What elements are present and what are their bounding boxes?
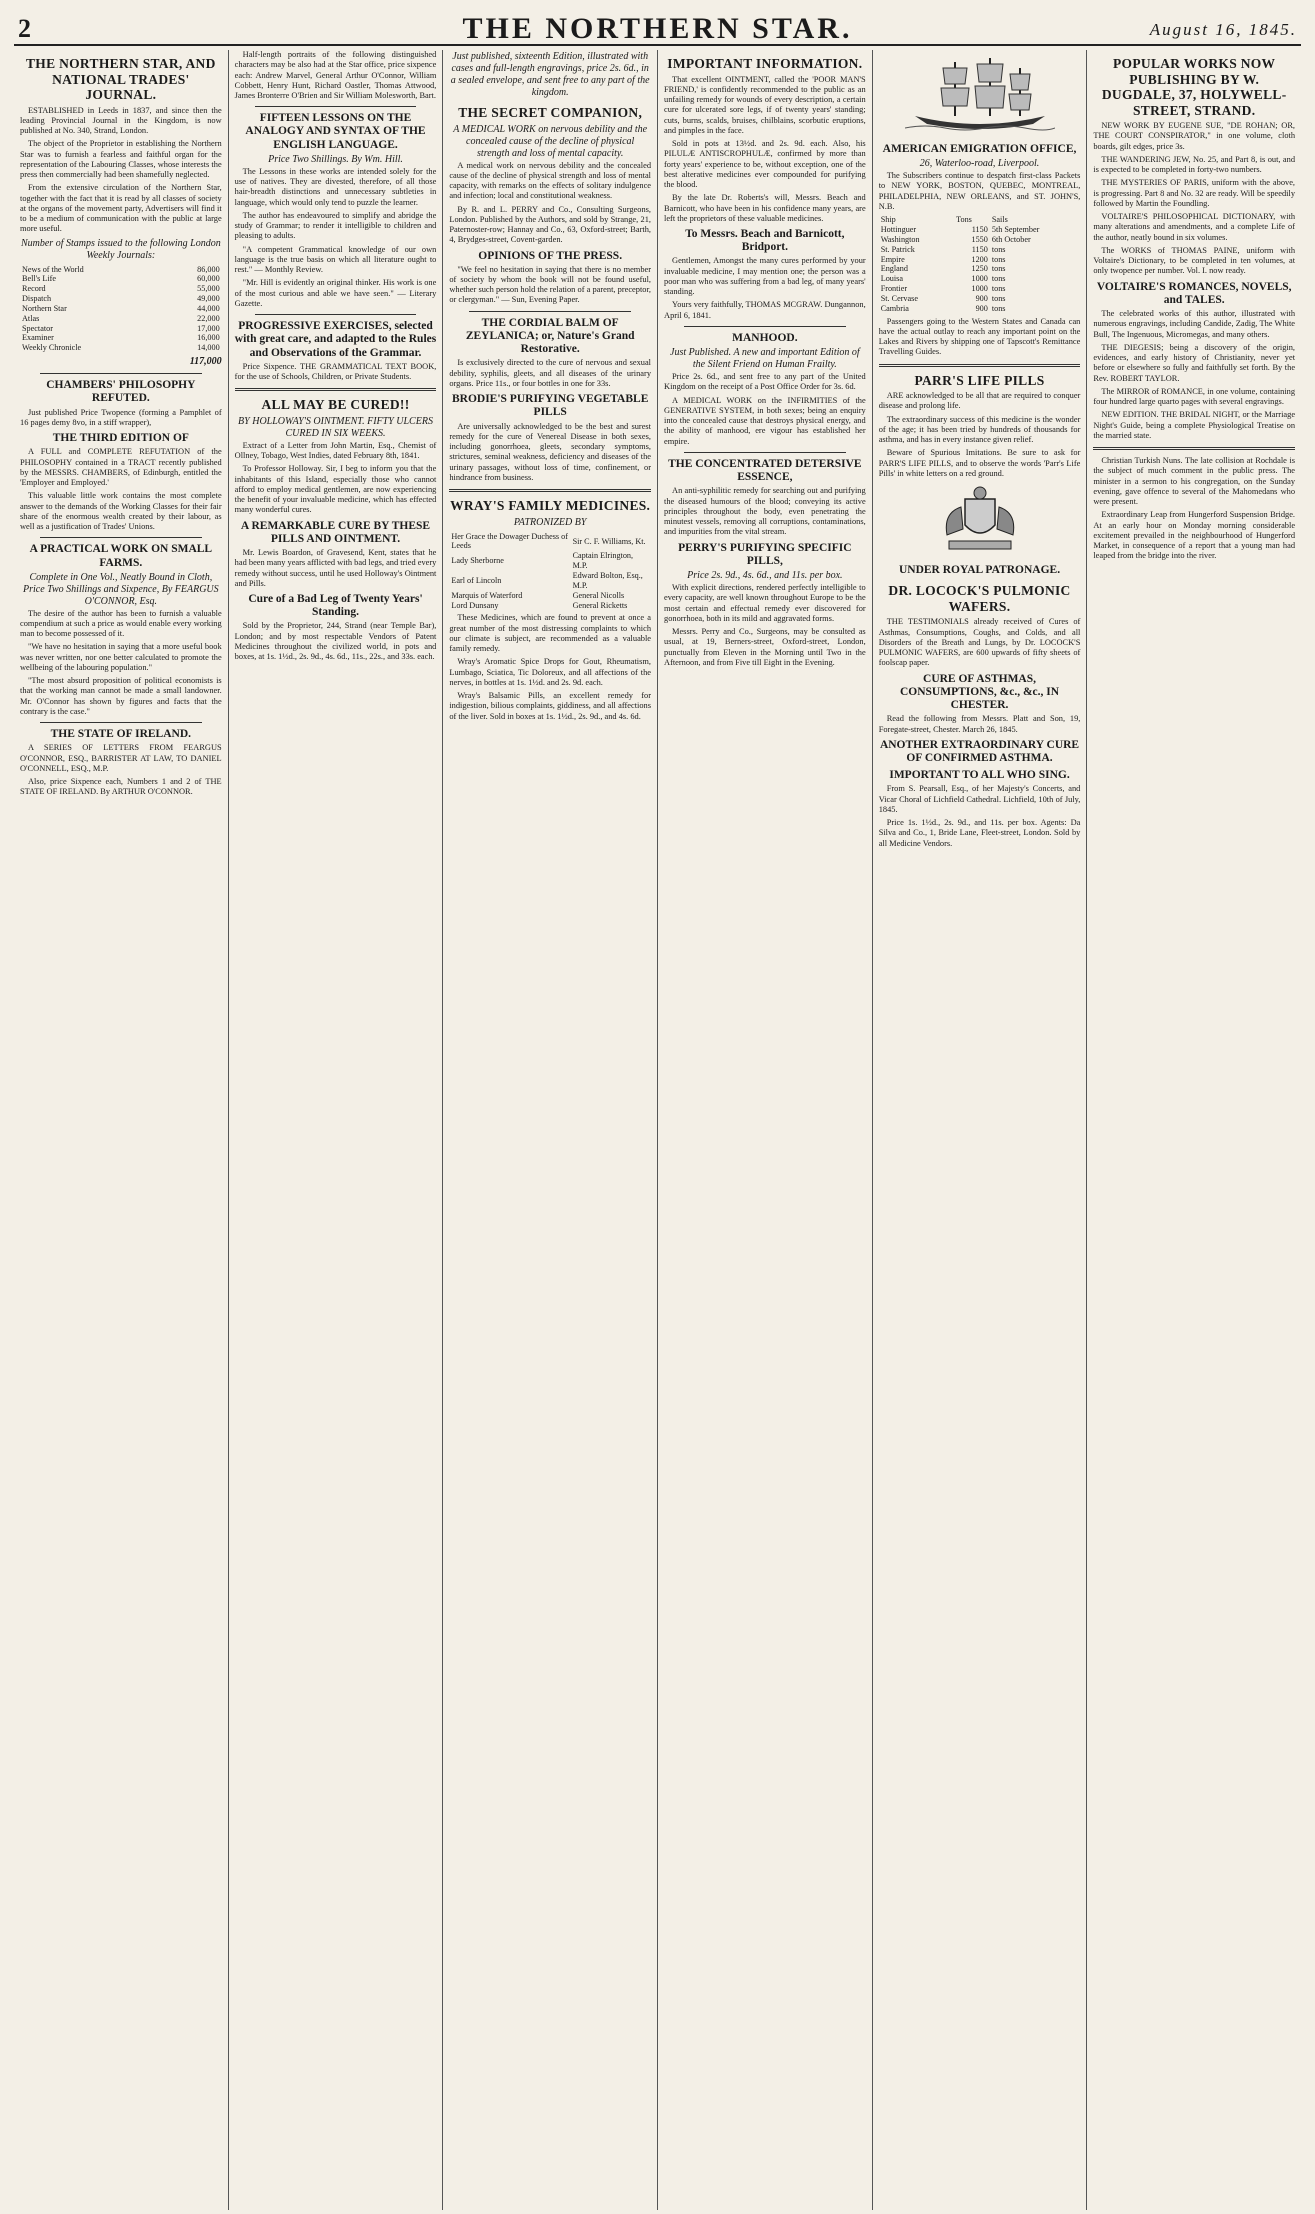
paragraph: A FULL and COMPLETE REFUTATION of the PHILOSOPHY contained in a TRACT recently published by the MESSRS. CHAMBERS, of Edinburgh, entitled the 'Employer and Employed.': [20, 447, 222, 488]
stamp-count: 14,000: [197, 343, 220, 353]
ship-tons: 900: [975, 303, 988, 313]
wray-heading: WRAY'S FAMILY MEDICINES.: [450, 498, 651, 514]
pulmonic-wafers-heading: DR. LOCOCK'S PULMONIC WAFERS.: [888, 583, 1071, 614]
paragraph: THE WANDERING JEW, No. 25, and Part 8, is out, and is expected to be completed in forty-two numbers.: [1093, 154, 1296, 175]
paragraph: Wray's Balsamic Pills, an excellent remedy for indigestion, bilious complaints, giddiness, and all affections of the liver. Sold in boxes at 1s. 1½d., 2s. 9d., and 4s. 6d.: [449, 691, 652, 721]
column-3: [443, 50, 658, 2210]
circulation-total: 117,000: [189, 356, 222, 368]
patron-name: Edward Bolton, Esq., M.P.: [572, 570, 643, 590]
ship-sails: tons: [991, 274, 1006, 284]
another-cure-heading: ANOTHER EXTRAORDINARY CURE OF CONFIRMED ASTHMA.: [879, 738, 1080, 765]
journal-name: Weekly Chronicle: [22, 343, 82, 353]
journal-name: Record: [22, 284, 46, 294]
page-number: 2: [18, 14, 31, 43]
journal-name: Atlas: [22, 313, 40, 323]
paragraph: By R. and L. PERRY and Co., Consulting Surgeons, London. Published by the Authors, and sold by Strange, 21, Paternoster-row; Hannay and Co., 63, Oxford-street; Barth, 4, Brydges-street, Covent-garden.: [449, 204, 652, 245]
paragraph: "We have no hesitation in saying that a more useful book was never written, nor one better calculated to promote the wellbeing of the labouring population.": [20, 642, 222, 672]
refuted-heading: CHAMBERS' PHILOSOPHY REFUTED.: [46, 379, 196, 405]
column-2: [229, 50, 444, 2210]
ship-sails: tons: [991, 284, 1006, 294]
paragraph: The extraordinary success of this medicine is the wonder of the age; it has been tried by hundreds of thousands for asthma, and has in every instance given relief.: [878, 414, 1081, 445]
patron-name: Sir C. F. Williams, Kt.: [572, 536, 646, 546]
paragraph: This valuable little work contains the most complete answer to the demands of the Working Classes for their fair share of the enormous wealth created by their labour, as well as a justification of Trades' Unions.: [20, 491, 222, 532]
remarkable-cure-heading: A REMARKABLE CURE BY THESE PILLS AND OINTMENT.: [240, 519, 431, 545]
ship-name: Louisa: [880, 274, 903, 284]
circulation-title: Number of Stamps issued to the following London Weekly Journals:: [20, 237, 221, 261]
paragraph: "Mr. Hill is evidently an original thinker. His work is one of the most curious and able we have seen." — Literary Gazette.: [234, 278, 437, 308]
perrys-pills-heading: PERRY'S PURIFYING SPECIFIC PILLS,: [678, 541, 852, 567]
paragraph: Price Sixpence. THE GRAMMATICAL TEXT BOOK, for the use of Schools, Children, or Private Students.: [234, 361, 437, 382]
ship-sails: 5th September: [991, 225, 1040, 235]
paragraph: The celebrated works of this author, illustrated with numerous engravings, including Candide, Zadig, The White Bull, The Ingenuous, Micromegas, and many others.: [1093, 309, 1296, 339]
lessons-sub: Price Two Shillings. By Wm. Hill.: [268, 153, 403, 165]
paragraph: Messrs. Perry and Co., Surgeons, may be consulted as usual, at 19, Berners-street, Oxford-street, London, punctually from Eleven in the Morning until Two in the Afternoon, and from Five till Eight in the Evening.: [664, 627, 866, 667]
ship-name: Washington: [880, 234, 920, 244]
paragraph: Mr. Lewis Boardon, of Gravesend, Kent, states that he had been many years afflicted with bad legs, and tried every remedy without success, until he used Holloway's Ointment and Pills.: [234, 548, 437, 588]
patron-name: General Ricketts: [572, 600, 628, 610]
paragraph: From the extensive circulation of the Northern Star, together with the fact that it is read by all classes of society at the organs of the movement party, Advertisers will find it to be a medium of communication with the public at large more useful.: [20, 183, 222, 234]
table-row: [879, 294, 1081, 304]
column-1: [14, 50, 229, 2210]
ship-sails: tons: [991, 244, 1006, 254]
table-row: [20, 294, 222, 304]
journal-name: Examiner: [22, 333, 54, 343]
paragraph: Are universally acknowledged to be the best and surest remedy for the cure of Venereal Disease in both sexes, including gonorrhoea, gleets, secondary symptoms, strictures, seminal weakness, deficiency and diseases of the urinary passages, without loss of time, confinement, or hindrance from business.: [449, 421, 652, 482]
paragraph: An anti-syphilitic remedy for searching out and purifying the diseased humours of the blood; conveying its active principles throughout the body, even penetrating the minutest vessels, removing all corruptions, contaminations, and impurities from the vital stream.: [664, 486, 866, 537]
royal-arms-icon: [879, 485, 1081, 560]
ship-tons: 1150: [971, 225, 988, 235]
emigration-address: 26, Waterloo-road, Liverpool.: [919, 158, 1040, 170]
paragraph: NEW WORK BY EUGENE SUE, "DE ROHAN; OR, THE COURT CONSPIRATOR," in one volume, cloth boards, gilt edges, price 3s.: [1093, 121, 1296, 151]
ship-tons: 1200: [971, 254, 988, 264]
paragraph: VOLTAIRE'S PHILOSOPHICAL DICTIONARY, with many alterations and amendments, and a complete Life of the author, neatly bound in six volumes.: [1093, 212, 1296, 242]
patron-name: Captain Elrington, M.P.: [572, 551, 634, 571]
news-item: Extraordinary Leap from Hungerford Suspension Bridge. At an early hour on Monday morning considerable excitement prevailed in the neighbourhood of Hungerford Market, in consequence of a report that a young man had leaped from the bridge into the river.: [1093, 510, 1296, 561]
paragraph: The Subscribers continue to despatch first-class Packets to NEW YORK, BOSTON, QUEBEC, MONTREAL, PHILADELPHIA, NEW ORLEANS, and ST. JOHN'S, N.B.: [878, 171, 1081, 211]
journal-name: Northern Star: [22, 303, 67, 313]
all-may-be-cured-heading: ALL MAY BE CURED!!: [261, 397, 410, 413]
romances-heading: VOLTAIRE'S ROMANCES, NOVELS, and TALES.: [1096, 280, 1292, 306]
journal-name: News of the World: [22, 264, 84, 274]
wray-sub: PATRONIZED BY: [513, 516, 587, 528]
paragraph: From S. Pearsall, Esq., of her Majesty's Concerts, and Vicar Choral of Lichfield Cathedral. Lichfield, 10th of July, 1845.: [878, 784, 1081, 814]
ship-sails: tons: [991, 254, 1006, 264]
paragraph: Sold in pots at 13½d. and 2s. 9d. each. Also, his PILULÆ ANTISCROPHULÆ, confirmed by more than forty years' experience to be, without exception, one of the best alterative medicines ever compounded for purifying the blood.: [664, 139, 866, 190]
cure-in-chester-heading: CURE OF ASTHMAS, CONSUMPTIONS, &c., &c., IN CHESTER.: [899, 672, 1060, 712]
paragraph: A SERIES OF LETTERS FROM FEARGUS O'CONNOR, ESQ., BARRISTER AT LAW, TO DANIEL O'CONNELL, ESQ., M.P.: [20, 743, 222, 773]
stamp-count: 86,000: [197, 264, 220, 274]
important-information-heading: IMPORTANT INFORMATION.: [667, 56, 863, 71]
paragraph: Also, price Sixpence each, Numbers 1 and 2 of THE STATE OF IRELAND. By ARTHUR O'CONNOR.: [20, 777, 222, 797]
patrons-table: [449, 532, 651, 611]
table-row: [879, 274, 1081, 284]
patron-name: General Nicolls: [572, 590, 625, 600]
paragraph: By the late Dr. Roberts's will, Messrs. Beach and Barnicott, who have been in his confidence many years, are left the proprietors of these valuable medicines.: [664, 193, 866, 223]
journal-name: Dispatch: [22, 294, 52, 304]
ship-name: Hottinguer: [880, 225, 917, 235]
paragraph: A medical work on nervous debility and the concealed cause of the decline of physical strength and loss of mental capacity, with remarks on the effects of solitary indulgence and infection; local and constitutional weakness.: [449, 160, 652, 201]
stamp-count: 16,000: [197, 333, 220, 343]
stamp-count: 60,000: [197, 274, 220, 284]
table-row: [879, 235, 1081, 245]
ship-name: St. Patrick: [880, 244, 915, 254]
paragraph: "The most absurd proposition of political economists is that the working man cannot be made a small landowner. Mr. O'Connor has shown by figures and facts that the contrary is the case.": [20, 676, 222, 716]
ship-tons: 1150: [971, 244, 988, 254]
paragraph: A MEDICAL WORK on the INFIRMITIES of the GENERATIVE SYSTEM, in both sexes; being an enquiry into the concealed cause that destroys physical energy, and the ability of manhood, ere vigour has established her empire.: [664, 395, 866, 446]
table-row: [20, 274, 222, 284]
northern-star-heading: THE NORTHERN STAR, AND NATIONAL TRADES' JOURNAL.: [26, 56, 216, 103]
ship-sails: 6th October: [991, 234, 1031, 244]
paragraph: Price 2s. 6d., and sent free to any part of the United Kingdom on the receipt of a Post Office Order for 3s. 6d.: [664, 372, 866, 392]
singers-heading: IMPORTANT TO ALL WHO SING.: [889, 769, 1070, 782]
paragraph: Gentlemen, Amongst the many cures performed by your invaluable medicine, I may mention one; the person was a poor man who was suffering from a bad leg, of many years' standing.: [664, 256, 866, 297]
paragraph: The object of the Proprietor in establishing the Northern Star was to furnish a fearless and faithful organ for the representation of the Labouring Classes, whose interests the press then commercially had been shamefully neglected.: [20, 139, 222, 180]
paragraph: NEW EDITION. THE BRIDAL NIGHT, or the Marriage Night's Guide, being a complete Physiological Treatise on the married state.: [1093, 410, 1296, 440]
journal-name: Bell's Life: [22, 274, 56, 284]
column-header: Ship: [880, 215, 896, 225]
lessons-heading: FIFTEEN LESSONS ON THE ANALOGY AND SYNTAX OF THE ENGLISH LANGUAGE.: [245, 112, 426, 151]
paragraph: "We feel no hesitation in saying that there is no member of society by whom the book will not be found useful, whether such person hold the relation of a parent, preceptor, or clergyman." — Sun, Evening Paper.: [449, 264, 652, 305]
table-row: [20, 314, 222, 324]
table-row: [20, 343, 222, 353]
ship-sails: tons: [991, 264, 1006, 274]
ship-name: Empire: [880, 254, 905, 264]
ship-name: St. Cervase: [880, 293, 918, 303]
table-row: [20, 324, 222, 334]
small-farms-sub: Complete in One Vol., Neatly Bound in Cloth, Price Two Shillings and Sixpence, By FEARGUS O'CONNOR, Esq.: [23, 571, 219, 607]
bad-leg-heading: Cure of a Bad Leg of Twenty Years' Standing.: [248, 593, 423, 619]
column-header: Sails: [991, 215, 1008, 225]
secret-intro: Just published, sixteenth Edition, illustrated with cases and full-length engravings, price 2s. 6d., in a sealed envelope, and sent free to any part of the kingdom.: [450, 51, 650, 98]
column-4: [658, 50, 873, 2210]
ship-sails: tons: [991, 293, 1006, 303]
paragraph: That excellent OINTMENT, called the 'POOR MAN'S FRIEND,' is confidently recommended to the public as an unfailing remedy for wounds of every description, a certain cure for ulcerated sore legs, if of twenty years' standing; cuts, burns, scalds, bruises, chilblains, scorbutic eruptions, and pimples in the face.: [664, 74, 866, 135]
small-farms-heading: A PRACTICAL WORK ON SMALL FARMS.: [29, 543, 213, 569]
stamp-count: 55,000: [197, 284, 220, 294]
ships-table: [879, 215, 1081, 313]
secret-companion-heading: THE SECRET COMPANION,: [458, 105, 643, 120]
table-row: [20, 265, 222, 275]
ship-name: Cambria: [880, 303, 909, 313]
paragraph: Yours very faithfully, THOMAS MCGRAW. Dungannon, April 6, 1841.: [664, 300, 866, 320]
brodies-pills-heading: BRODIE'S PURIFYING VEGETABLE PILLS: [451, 393, 649, 419]
paragraph: The MIRROR of ROMANCE, in one volume, containing four hundred large quarto pages with several engravings.: [1093, 386, 1296, 406]
table-row: [879, 304, 1081, 314]
paragraph: The desire of the author has been to furnish a valuable compendium at such a price as would enable every working man to become possessed of it.: [20, 608, 222, 639]
paragraph: Extract of a Letter from John Martin, Esq., Chemist of Ollney, Tobago, West Indies, dated February 8th, 1841.: [234, 440, 437, 461]
third-edition-heading: THE THIRD EDITION OF: [52, 432, 189, 445]
table-row: [879, 225, 1081, 235]
table-row: [449, 551, 651, 571]
paragraph: The WORKS of THOMAS PAINE, uniform with Voltaire's Dictionary, to be completed in ten volumes, at only twopence per number. Vol. I. now ready.: [1093, 245, 1296, 276]
paragraph: To Professor Holloway. Sir, I beg to inform you that the inhabitants of this Island, especially those who cannot afford to employ medical gentlemen, are now experiencing the benefit of your invaluable medicine, which has effected many wonderful cures.: [234, 464, 437, 515]
paragraph: Wray's Aromatic Spice Drops for Gout, Rheumatism, Lumbago, Sciatica, Tic Doloreux, and all affections of the nerves, in bottles at 1s. 1½d. and 2s. 9d. each.: [449, 657, 652, 687]
paragraph: The author has endeavoured to simplify and abridge the study of Grammar; to render it intelligible to children and pleasing to adults.: [234, 210, 437, 241]
cordial-balm-heading: THE CORDIAL BALM OF ZEYLANICA; or, Nature's Grand Restorative.: [465, 316, 635, 356]
column-6: [1087, 50, 1301, 2210]
paragraph: Passengers going to the Western States and Canada can have the actual outlay to reach any important point on the Lakes and Rivers by shipping one of Tapscott's Remittance Travelling Guides.: [878, 316, 1081, 357]
manhood-heading: MANHOOD.: [732, 331, 798, 344]
issue-date: August 16, 1845.: [1149, 20, 1297, 39]
stamp-count: 44,000: [197, 303, 220, 313]
ship-tons: 900: [975, 293, 988, 303]
holloway-sub: BY HOLLOWAY'S OINTMENT. FIFTY ULCERS CURED IN SIX WEEKS.: [238, 415, 433, 439]
ship-tons: 1550: [971, 234, 988, 244]
table-row: [449, 532, 651, 552]
paragraph: THE DIEGESIS; being a discovery of the origin, evidences, and early history of Christianity, never yet before or elsewhere so fully and faithfully set forth. By the Rev. ROBERT TAYLOR.: [1093, 342, 1296, 383]
ship-name: Frontier: [880, 284, 908, 294]
paragraph: Price 1s. 1½d., 2s. 9d., and 11s. per box. Agents: Da Silva and Co., 1, Bride Lane, Fleet-street, London. Sold by all Medicine Vendors.: [878, 818, 1081, 848]
paragraph: Read the following from Messrs. Platt and Son, 19, Foregate-street, Chester. March 26, 1845.: [878, 714, 1081, 734]
progressive-heading: PROGRESSIVE EXERCISES, selected with great care, and adapted to the Rules and Observations of the Grammar.: [234, 320, 437, 359]
paragraph: Beware of Spurious Imitations. Be sure to ask for PARR'S LIFE PILLS, and to observe the words 'Parr's Life Pills' in white letters on a red ground.: [878, 448, 1081, 478]
table-row: [879, 284, 1081, 294]
paragraph: Just published Price Twopence (forming a Pamphlet of 16 pages demy 8vo, in a stiff wrapper),: [20, 407, 222, 427]
paragraph: Sold by the Proprietor, 244, Strand (near Temple Bar), London; and by most respectable Vendors of Patent Medicines throughout the civilized world, in pots and boxes, at 1s. 1½d., 2s. 9d., 4s. 6d., 11s., 22s., and 33s. each.: [234, 621, 437, 662]
manhood-sub: Just Published. A new and important Edition of the Silent Friend on Human Frailty.: [670, 347, 860, 371]
patron-name: Her Grace the Dowager Duchess of Leeds: [451, 531, 568, 551]
ship-name: England: [880, 264, 908, 274]
perrys-sub: Price 2s. 9d., 4s. 6d., and 11s. per box.: [687, 570, 843, 582]
patron-name: Earl of Lincoln: [451, 575, 502, 585]
sailing-ship-engraving: [879, 54, 1081, 139]
table-row: [449, 571, 651, 591]
state-of-ireland-heading: THE STATE OF IRELAND.: [50, 728, 192, 741]
table-row: [879, 255, 1081, 265]
detersive-essence-heading: THE CONCENTRATED DETERSIVE ESSENCE,: [668, 457, 862, 484]
patron-name: Marquis of Waterford: [451, 590, 523, 600]
newspaper-title: THE NORTHERN STAR.: [462, 12, 853, 45]
patron-name: Lord Dunsany: [451, 600, 499, 610]
table-row: [20, 304, 222, 314]
patron-name: Lady Sherborne: [451, 556, 504, 566]
emigration-heading: AMERICAN EMIGRATION OFFICE,: [882, 143, 1077, 155]
testimonial-heading: To Messrs. Beach and Barnicott, Bridport.: [685, 228, 845, 254]
table-row: [20, 333, 222, 343]
paragraph: THE MYSTERIES OF PARIS, uniform with the above, is progressing. Part 8 and No. 32 are ready. Will be speedily followed by Martin the Foundling.: [1093, 178, 1296, 208]
circulation-table: [20, 265, 222, 354]
paragraph: ESTABLISHED in Leeds in 1837, and since then the leading Provincial Journal in the Kingdom, is now published at No. 340, Strand, London.: [20, 105, 222, 136]
secret-sub: A MEDICAL WORK on nervous debility and the concealed cause of the decline of physical strength and loss of mental capacity.: [453, 123, 648, 159]
paragraph: Half-length portraits of the following distinguished characters may be also had at the Star office, price sixpence each: Andrew Marvel, General Arthur O'Connor, William Cobbett, Henry Hunt, Richard Oastler, Thomas Attwood, James Bronterre O'Brien and Sir William Molesworth, Bart.: [234, 50, 437, 100]
ship-tons: 1000: [971, 274, 988, 284]
paragraph: ARE acknowledged to be all that are required to conquer disease and prolong life.: [878, 391, 1081, 411]
table-row: [449, 591, 651, 601]
columns: [14, 50, 1301, 2210]
paragraph: Is exclusively directed to the cure of nervous and sexual debility, syphilis, gleets, and all diseases of the urinary organs. Price 11s., or four bottles in one for 33s.: [449, 358, 652, 388]
paragraph: These Medicines, which are found to prevent at once a great number of the most distressing complaints to which our climate is subject, are recommended as a valuable family remedy.: [449, 613, 652, 654]
paragraph: The Lessons in these works are intended solely for the use of natives. They are divested, therefore, of all those hair-breadth distinctions and unnecessary subtleties in language, which would only tend to puzzle the learner.: [234, 166, 437, 207]
ship-sails: tons: [991, 303, 1006, 313]
table-row: [879, 264, 1081, 274]
news-item: Christian Turkish Nuns. The late collision at Rochdale is the subject of much comment in the public press. The minister in a sermon to his congregation, on the Sunday evening, gave offence to several of the Mahomedans who were present.: [1093, 456, 1296, 506]
paragraph: "A competent Grammatical knowledge of our own language is the true basis on which all literature ought to rest." — Monthly Review.: [234, 244, 437, 275]
stamp-count: 17,000: [197, 323, 220, 333]
popular-works-heading: POPULAR WORKS NOW PUBLISHING BY W. DUGDALE, 37, HOLYWELL-STREET, STRAND.: [1101, 56, 1287, 118]
masthead: [14, 10, 1301, 46]
royal-patronage-heading: UNDER ROYAL PATRONAGE.: [898, 564, 1061, 577]
column-header: Tons: [956, 215, 972, 225]
stamp-count: 22,000: [197, 313, 220, 323]
paragraph: With explicit directions, rendered perfectly intelligible to every capacity, are well known throughout Europe to be the most certain and effectual remedy ever discovered for gonorrhoea, both in its mild and aggravated forms.: [664, 583, 866, 623]
paragraph: THE TESTIMONIALS already received of Cures of Asthmas, Consumptions, Coughs, and Colds, and all Disorders of the Breath and Lungs, by Dr. LOCOCK'S PULMONIC WAFERS, are 600 upwards of fifty sheets of foolscap paper.: [878, 617, 1081, 668]
opinions-heading: OPINIONS OF THE PRESS.: [478, 249, 623, 262]
ship-tons: 1000: [971, 284, 988, 294]
table-row: [879, 245, 1081, 255]
ship-tons: 1250: [971, 264, 988, 274]
table-row: [449, 601, 651, 611]
column-5: [873, 50, 1088, 2210]
table-row: [20, 284, 222, 294]
parrs-life-pills-heading: PARR'S LIFE PILLS: [914, 372, 1045, 388]
stamp-count: 49,000: [197, 294, 220, 304]
journal-name: Spectator: [22, 323, 53, 333]
